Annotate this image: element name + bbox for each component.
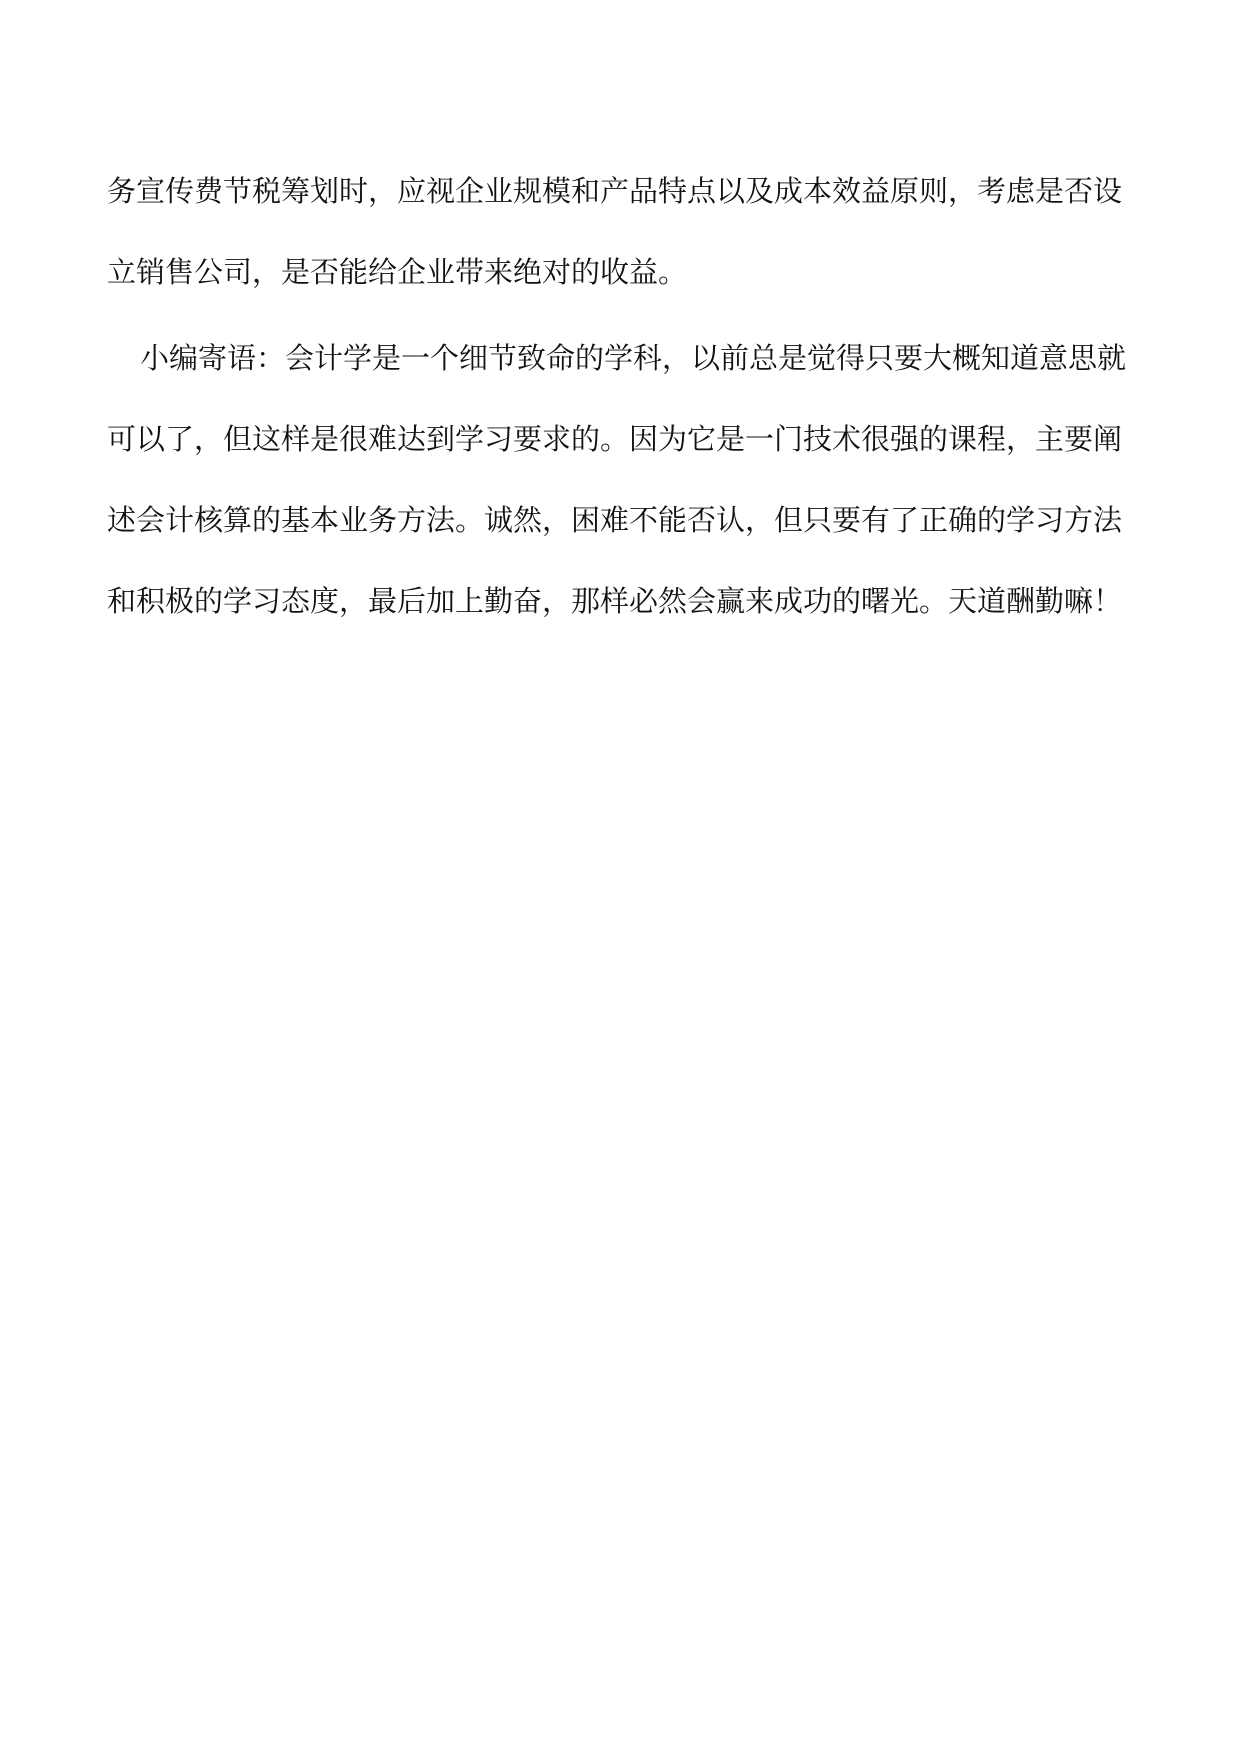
text-line: 立销售公司，是否能给企业带来绝对的收益。 — [107, 255, 688, 289]
text-line: 和积极的学习态度，最后加上勤奋，那样必然会赢来成功的曙光。天道酬勤嘛！ — [107, 584, 1123, 618]
text-line: 务宣传费节税筹划时，应视企业规模和产品特点以及成本效益原则，考虑是否设 — [107, 174, 1123, 208]
text-line: 小编寄语：会计学是一个细节致命的学科，以前总是觉得只要大概知道意思就 — [140, 341, 1127, 375]
text-line: 述会计核算的基本业务方法。诚然，困难不能否认，但只要有了正确的学习方法 — [107, 503, 1123, 537]
text-line: 可以了，但这样是很难达到学习要求的。因为它是一门技术很强的课程，主要阐 — [107, 422, 1123, 456]
